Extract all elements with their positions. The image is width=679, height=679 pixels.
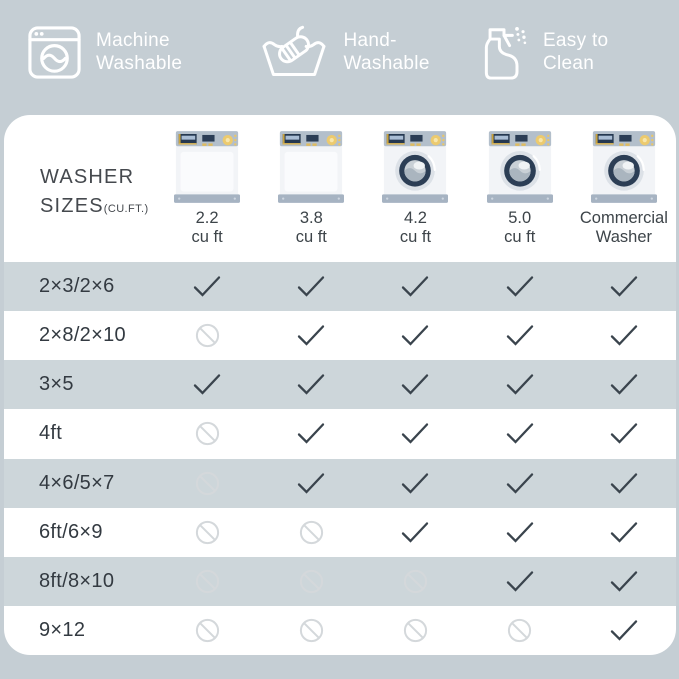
front-load-washer-icon — [382, 128, 448, 206]
cell-suitable — [572, 521, 676, 544]
cell-suitable — [468, 422, 572, 445]
column-label-line2: Washer — [595, 228, 652, 247]
check-icon — [400, 472, 430, 495]
cell-suitable — [259, 422, 363, 445]
cell-suitable — [155, 373, 259, 396]
cell-suitable — [572, 570, 676, 593]
column-label-line2: cu ft — [191, 228, 223, 247]
prohibited-icon — [506, 617, 533, 644]
cell-suitable — [363, 275, 467, 298]
check-icon — [609, 570, 639, 593]
washer-column-3 — [363, 115, 467, 262]
top-load-washer-icon — [278, 128, 344, 206]
table-row-1 — [4, 262, 676, 311]
check-icon — [505, 373, 535, 396]
feature-easy-to-clean — [478, 23, 661, 83]
prohibited-icon — [194, 470, 221, 497]
feature-hand-washable — [257, 24, 478, 82]
column-label — [192, 209, 223, 248]
check-icon — [609, 373, 639, 396]
washer-column-4 — [468, 115, 572, 262]
cell-not-suitable — [155, 420, 259, 447]
table-row-2 — [4, 311, 676, 360]
prohibited-icon — [402, 568, 429, 595]
cell-suitable — [572, 324, 676, 347]
cell-not-suitable — [155, 568, 259, 595]
spray-bottle-icon — [478, 23, 530, 83]
corner-units-text: (CU.FT.) — [103, 202, 149, 215]
row-label: 3×5 — [39, 373, 74, 396]
check-icon — [400, 373, 430, 396]
cell-suitable — [572, 373, 676, 396]
cell-suitable — [363, 324, 467, 347]
cell-suitable — [363, 521, 467, 544]
cell-not-suitable — [468, 617, 572, 644]
prohibited-icon — [402, 617, 429, 644]
cell-suitable — [468, 521, 572, 544]
table-header — [4, 115, 676, 262]
column-label-line1: 2.2 — [195, 209, 219, 227]
check-icon — [609, 422, 639, 445]
washer-column-1 — [155, 115, 259, 262]
feature-label: Hand-Washable — [343, 30, 430, 74]
check-icon — [505, 275, 535, 298]
cell-not-suitable — [155, 470, 259, 497]
check-icon — [400, 324, 430, 347]
prohibited-icon — [298, 519, 325, 546]
prohibited-icon — [194, 519, 221, 546]
front-load-washer-icon — [487, 128, 553, 206]
check-icon — [296, 373, 326, 396]
check-icon — [505, 472, 535, 495]
column-label-line1: 5.0 — [508, 209, 532, 227]
washing-machine-icon — [26, 24, 83, 81]
column-label-line1: 4.2 — [404, 209, 427, 227]
cell-not-suitable — [155, 617, 259, 644]
top-load-washer-icon — [174, 128, 240, 206]
washer-column-5 — [572, 115, 676, 262]
check-icon — [192, 275, 222, 298]
column-label — [504, 209, 535, 248]
row-label: 4ft — [39, 422, 63, 445]
column-label — [296, 209, 327, 248]
hand-wash-icon — [257, 24, 331, 82]
cell-not-suitable — [363, 617, 467, 644]
cell-suitable — [468, 373, 572, 396]
cell-suitable — [259, 275, 363, 298]
prohibited-icon — [298, 617, 325, 644]
cell-not-suitable — [259, 617, 363, 644]
row-label: 8ft/8×10 — [39, 569, 115, 592]
cell-suitable — [468, 275, 572, 298]
comparison-card — [4, 115, 676, 655]
check-icon — [296, 472, 326, 495]
prohibited-icon — [194, 617, 221, 644]
feature-label: Easy to Clean — [542, 30, 609, 74]
table-row-3 — [4, 360, 676, 409]
row-label: 2×3/2×6 — [39, 275, 115, 298]
cell-not-suitable — [155, 519, 259, 546]
cell-suitable — [468, 472, 572, 495]
row-label: 6ft/6×9 — [39, 520, 103, 543]
cell-suitable — [468, 570, 572, 593]
check-icon — [296, 275, 326, 298]
check-icon — [192, 373, 222, 396]
table-row-5 — [4, 459, 676, 508]
check-icon — [609, 472, 639, 495]
check-icon — [505, 570, 535, 593]
column-label-line1: 3.8 — [299, 209, 323, 227]
cell-suitable — [155, 275, 259, 298]
prohibited-icon — [194, 568, 221, 595]
cell-suitable — [363, 373, 467, 396]
front-load-washer-icon — [591, 128, 657, 206]
check-icon — [400, 275, 430, 298]
cell-not-suitable — [259, 519, 363, 546]
cell-suitable — [572, 472, 676, 495]
cell-suitable — [259, 373, 363, 396]
row-label: 4×6/5×7 — [39, 471, 115, 494]
check-icon — [609, 275, 639, 298]
cell-not-suitable — [363, 568, 467, 595]
prohibited-icon — [298, 568, 325, 595]
column-label-line1: Commercial — [579, 209, 668, 227]
cell-suitable — [363, 422, 467, 445]
cell-suitable — [572, 422, 676, 445]
check-icon — [505, 422, 535, 445]
check-icon — [609, 324, 639, 347]
feature-machine-washable — [26, 24, 257, 81]
washer-column-2 — [259, 115, 363, 262]
column-label-line2: cu ft — [295, 228, 327, 247]
check-icon — [296, 422, 326, 445]
prohibited-icon — [194, 322, 221, 349]
row-label: 9×12 — [39, 618, 86, 641]
check-icon — [400, 422, 430, 445]
cell-suitable — [572, 275, 676, 298]
cell-suitable — [259, 472, 363, 495]
corner-title — [4, 121, 155, 262]
table-row-8 — [4, 606, 676, 655]
row-label: 2×8/2×10 — [39, 324, 126, 347]
check-icon — [505, 521, 535, 544]
cell-suitable — [468, 324, 572, 347]
column-label-line2: cu ft — [399, 228, 432, 247]
feature-bar — [0, 0, 679, 115]
table-row-6 — [4, 508, 676, 557]
table-rows — [4, 262, 676, 655]
cell-suitable — [259, 324, 363, 347]
cell-suitable — [572, 619, 676, 642]
check-icon — [609, 619, 639, 642]
check-icon — [296, 324, 326, 347]
cell-not-suitable — [155, 322, 259, 349]
feature-label: Machine Washable — [96, 30, 183, 74]
corner-sizes-text: SIZES — [40, 194, 104, 217]
table-row-7 — [4, 557, 676, 606]
check-icon — [400, 521, 430, 544]
prohibited-icon — [194, 420, 221, 447]
check-icon — [609, 521, 639, 544]
corner-title-line1: WASHER — [40, 165, 135, 188]
cell-not-suitable — [259, 568, 363, 595]
column-label-line2: cu ft — [504, 228, 536, 247]
table-row-4 — [4, 409, 676, 458]
check-icon — [505, 324, 535, 347]
cell-suitable — [363, 472, 467, 495]
column-label — [400, 209, 431, 248]
column-label — [580, 209, 668, 248]
corner-title-line2 — [40, 192, 155, 221]
